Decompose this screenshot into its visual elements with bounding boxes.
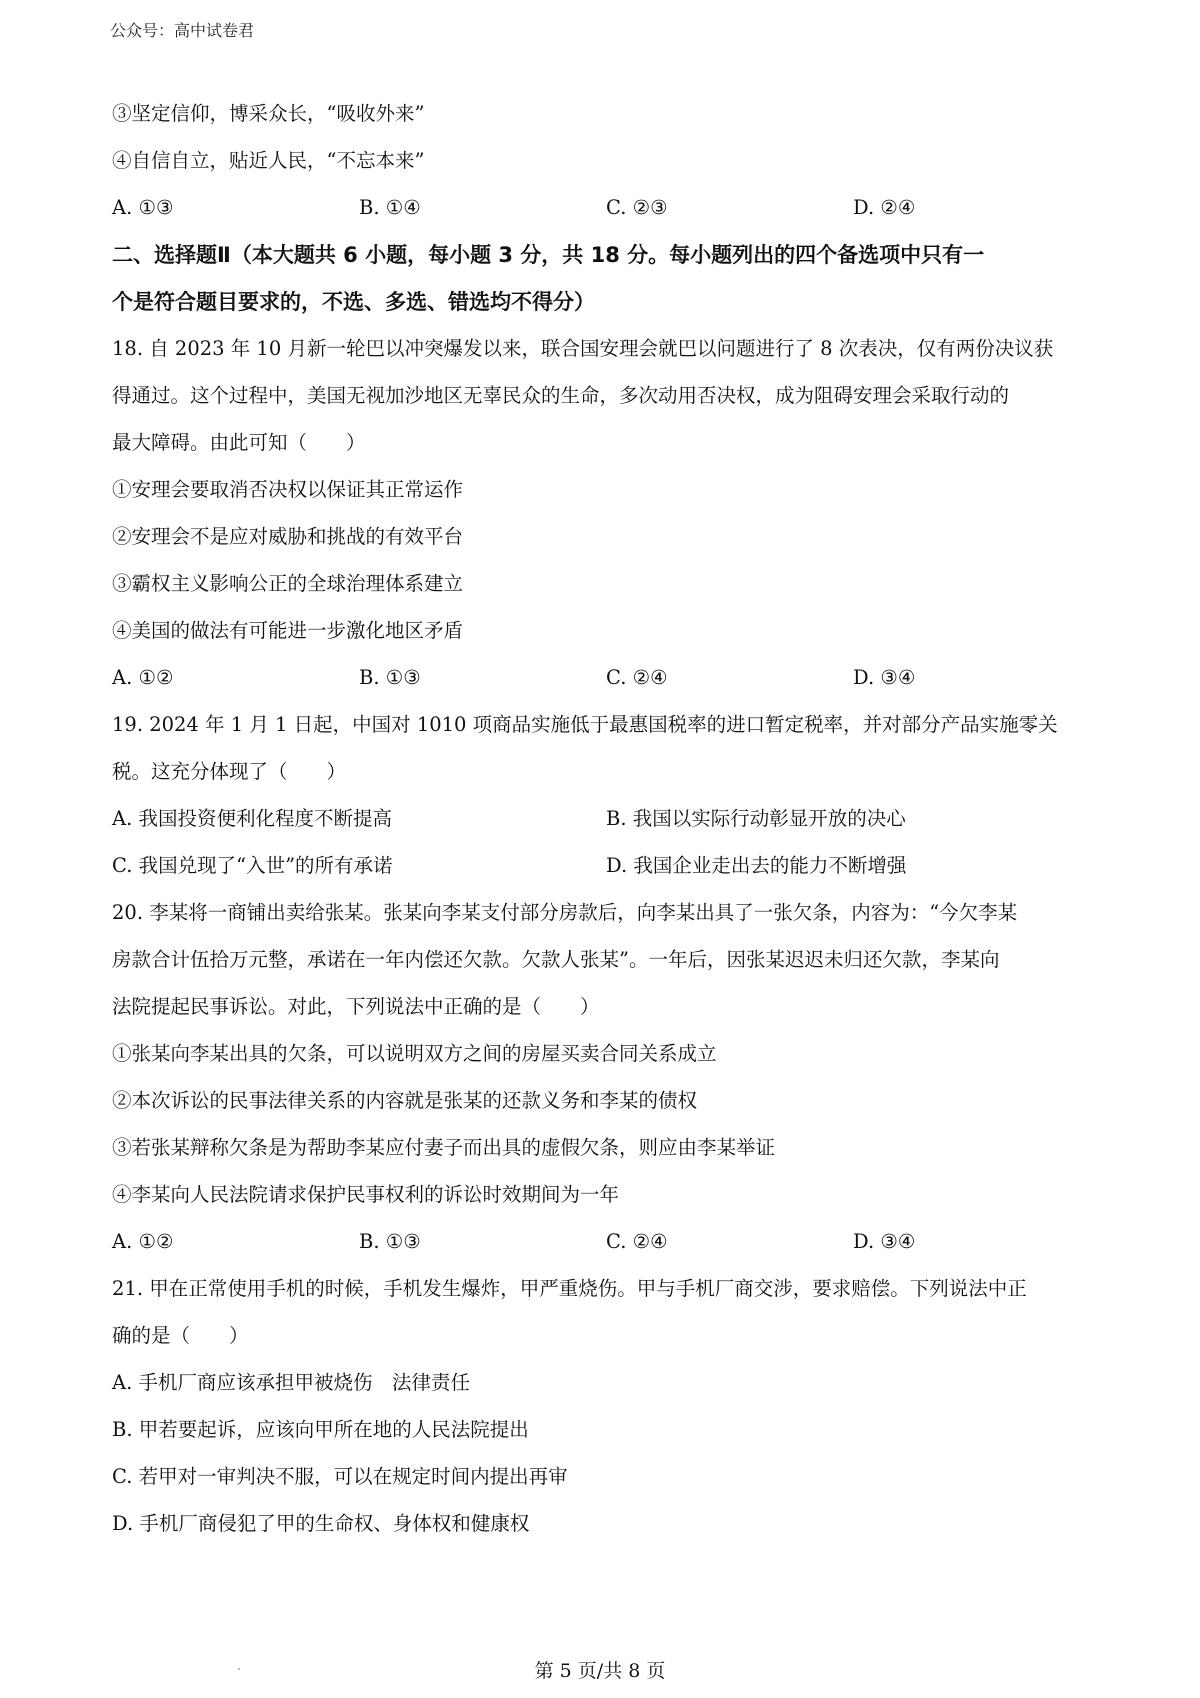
q19-options-row-2 bbox=[112, 852, 1102, 880]
q20-options bbox=[112, 1228, 1102, 1256]
q21-option-a: A. 手机厂商应该承担甲被烧伤 法律责任 bbox=[112, 1371, 470, 1394]
q20-option-a: A. ①② bbox=[112, 1230, 174, 1253]
q17-option-a: A. ①③ bbox=[112, 196, 174, 219]
q20-statement-4: ④李某向人民法院请求保护民事权利的诉讼时效期间为一年 bbox=[112, 1183, 620, 1206]
q19-stem-line-1: 19. 2024 年 1 月 1 日起，中国对 1010 项商品实施低于最惠国税率的进口暂定税率，并对部分产品实施零关 bbox=[112, 713, 1058, 736]
page-content bbox=[112, 100, 1102, 1557]
q18-statement-1: ①安理会要取消否决权以保证其正常运作 bbox=[112, 478, 464, 501]
q20-option-c: C. ②④ bbox=[606, 1230, 668, 1253]
q19-option-d: D. 我国企业走出去的能力不断增强 bbox=[606, 854, 907, 877]
q17-statement-4: ④自信自立，贴近人民，“不忘本来” bbox=[112, 149, 425, 172]
q18-stem-line-3: 最大障碍。由此可知（ ） bbox=[112, 431, 366, 454]
section-2-title-line-2: 个是符合题目要求的，不选、多选、错选均不得分） bbox=[112, 290, 595, 314]
page-header: 公众号：高中试卷君 bbox=[110, 21, 255, 40]
q20-statement-3: ③若张某辩称欠条是为帮助李某应付妻子而出具的虚假欠条，则应由李某举证 bbox=[112, 1136, 776, 1159]
q21-stem-line-2: 确的是（ ） bbox=[112, 1324, 249, 1347]
q21-option-c: C. 若甲对一审判决不服，可以在规定时间内提出再审 bbox=[112, 1465, 568, 1488]
q21-option-b: B. 甲若要起诉，应该向甲所在地的人民法院提出 bbox=[112, 1418, 529, 1441]
q21-option-d: D. 手机厂商侵犯了甲的生命权、身体权和健康权 bbox=[112, 1512, 530, 1535]
q17-option-d: D. ②④ bbox=[853, 196, 916, 219]
q17-option-b: B. ①④ bbox=[359, 196, 421, 219]
section-2-title-line-1: 二、选择题Ⅱ（本大题共 6 小题，每小题 3 分，共 18 分。每小题列出的四个备选项中只有一 bbox=[112, 243, 985, 267]
q21-stem-line-1: 21. 甲在正常使用手机的时候，手机发生爆炸，甲严重烧伤。甲与手机厂商交涉，要求赔偿。下列说法中正 bbox=[112, 1277, 1027, 1300]
q18-statement-2: ②安理会不是应对威胁和挑战的有效平台 bbox=[112, 525, 464, 548]
q20-stem-line-3: 法院提起民事诉讼。对此，下列说法中正确的是（ ） bbox=[112, 995, 600, 1018]
q20-stem-line-1: 20. 李某将一商铺出卖给张某。张某向李某支付部分房款后，向李某出具了一张欠条，内容为：“今欠李某 bbox=[112, 901, 1018, 924]
q20-statement-1: ①张某向李某出具的欠条，可以说明双方之间的房屋买卖合同关系成立 bbox=[112, 1042, 717, 1065]
q18-option-b: B. ①③ bbox=[359, 666, 421, 689]
q17-options bbox=[112, 194, 1102, 222]
page-footer: 第 5 页/共 8 页 bbox=[534, 1660, 666, 1682]
q20-option-d: D. ③④ bbox=[853, 1230, 916, 1253]
q18-stem-line-2: 得通过。这个过程中，美国无视加沙地区无辜民众的生命，多次动用否决权，成为阻碍安理会采取行动的 bbox=[112, 384, 1010, 407]
q18-option-d: D. ③④ bbox=[853, 666, 916, 689]
q19-stem-line-2: 税。这充分体现了（ ） bbox=[112, 760, 347, 783]
q20-stem-line-2: 房款合计伍拾万元整，承诺在一年内偿还欠款。欠款人张某”。一年后，因张某迟迟未归还欠款，李某向 bbox=[112, 948, 1000, 971]
q19-options-row-1 bbox=[112, 805, 1102, 833]
q19-option-b: B. 我国以实际行动彰显开放的决心 bbox=[606, 807, 906, 830]
q18-option-c: C. ②④ bbox=[606, 666, 668, 689]
q18-options bbox=[112, 664, 1102, 692]
q20-statement-2: ②本次诉讼的民事法律关系的内容就是张某的还款义务和李某的债权 bbox=[112, 1089, 698, 1112]
q18-stem-line-1: 18. 自 2023 年 10 月新一轮巴以冲突爆发以来，联合国安理会就巴以问题进行了 8 次表决，仅有两份决议获 bbox=[112, 337, 1054, 360]
q17-statement-3: ③坚定信仰，博采众长，“吸收外来” bbox=[112, 102, 425, 125]
q18-statement-3: ③霸权主义影响公正的全球治理体系建立 bbox=[112, 572, 464, 595]
q19-option-a: A. 我国投资便利化程度不断提高 bbox=[112, 807, 392, 830]
q18-statement-4: ④美国的做法有可能进一步激化地区矛盾 bbox=[112, 619, 464, 642]
q19-option-c: C. 我国兑现了“入世”的所有承诺 bbox=[112, 854, 393, 877]
q18-option-a: A. ①② bbox=[112, 666, 174, 689]
q20-option-b: B. ①③ bbox=[359, 1230, 421, 1253]
q17-option-c: C. ②③ bbox=[606, 196, 668, 219]
